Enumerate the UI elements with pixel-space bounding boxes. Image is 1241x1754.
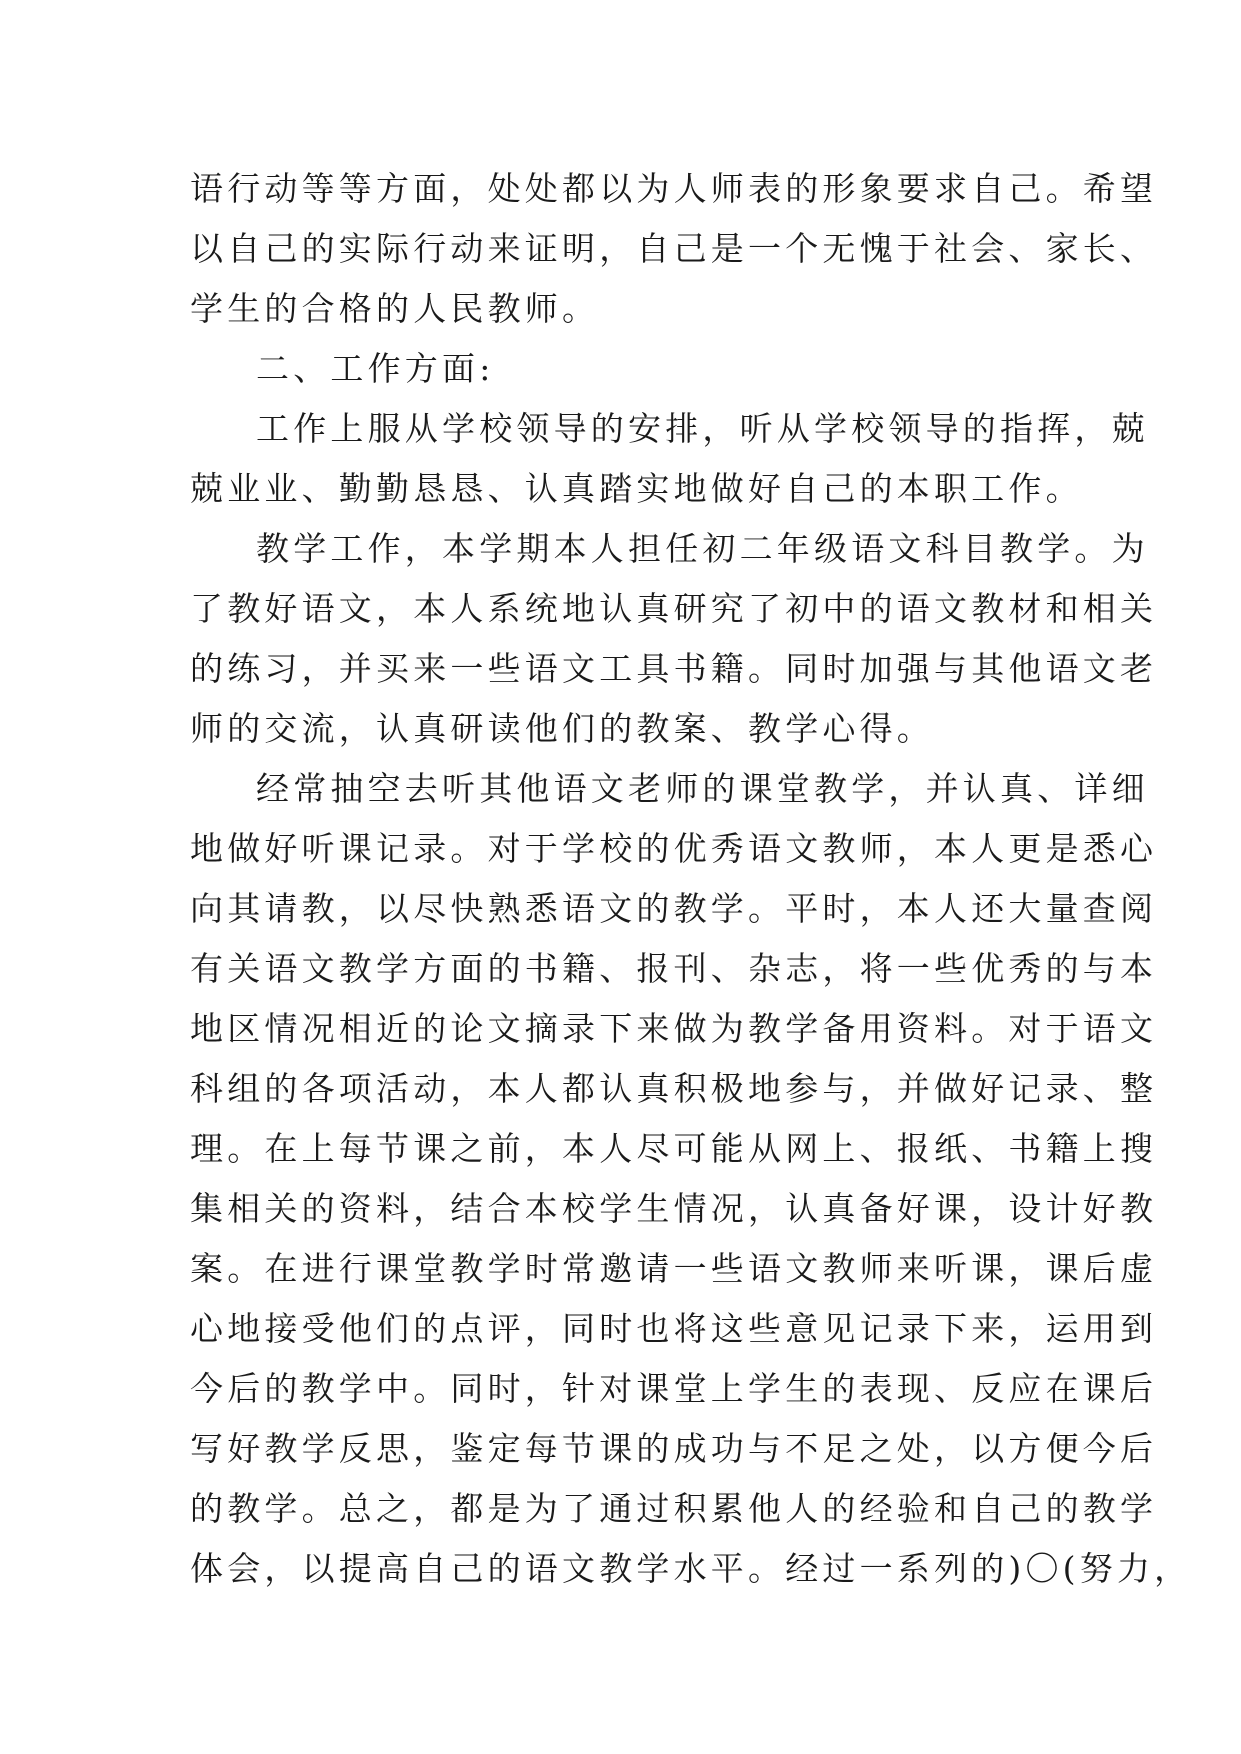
text-line-3: 学生的合格的人民教师。 xyxy=(190,289,600,328)
text-line-22: 写好教学反思，鉴定每节课的成功与不足之处，以方便今后 xyxy=(190,1429,1158,1468)
text-line-9: 的练习，并买来一些语文工具书籍。同时加强与其他语文老 xyxy=(190,649,1158,688)
text-line-17: 理。在上每节课之前，本人尽可能从网上、报纸、书籍上搜 xyxy=(190,1129,1158,1168)
text-line-15: 地区情况相近的论文摘录下来做为教学备用资料。对于语文 xyxy=(190,1009,1158,1048)
section-heading: 二、工作方面: xyxy=(256,349,495,388)
text-line-8: 了教好语文，本人系统地认真研究了初中的语文教材和相关 xyxy=(190,589,1158,628)
text-line-24: 体会，以提高自己的语文教学水平。经过一系列的)〇(努力， xyxy=(190,1549,1192,1588)
text-line-14: 有关语文教学方面的书籍、报刊、杂志，将一些优秀的与本 xyxy=(190,949,1158,988)
text-line-6: 兢业业、勤勤恳恳、认真踏实地做好自己的本职工作。 xyxy=(190,469,1083,508)
text-line-10: 师的交流，认真研读他们的教案、教学心得。 xyxy=(190,709,934,748)
text-line-16: 科组的各项活动，本人都认真积极地参与，并做好记录、整 xyxy=(190,1069,1158,1108)
text-line-7: 教学工作，本学期本人担任初二年级语文科目教学。为 xyxy=(256,529,1149,568)
text-line-2: 以自己的实际行动来证明，自己是一个无愧于社会、家长、 xyxy=(190,229,1158,268)
text-line-19: 案。在进行课堂教学时常邀请一些语文教师来听课，课后虚 xyxy=(190,1249,1158,1288)
text-line-1: 语行动等等方面，处处都以为人师表的形象要求自己。希望 xyxy=(190,169,1158,208)
text-line-13: 向其请教，以尽快熟悉语文的教学。平时，本人还大量查阅 xyxy=(190,889,1158,928)
text-line-11: 经常抽空去听其他语文老师的课堂教学，并认真、详细 xyxy=(256,769,1149,808)
text-line-12: 地做好听课记录。对于学校的优秀语文教师，本人更是悉心 xyxy=(190,829,1158,868)
text-line-5: 工作上服从学校领导的安排，听从学校领导的指挥，兢 xyxy=(256,409,1149,448)
text-line-21: 今后的教学中。同时，针对课堂上学生的表现、反应在课后 xyxy=(190,1369,1158,1408)
text-line-18: 集相关的资料，结合本校学生情况，认真备好课，设计好教 xyxy=(190,1189,1158,1228)
text-line-20: 心地接受他们的点评，同时也将这些意见记录下来，运用到 xyxy=(190,1309,1158,1348)
text-line-23: 的教学。总之，都是为了通过积累他人的经验和自己的教学 xyxy=(190,1489,1158,1528)
